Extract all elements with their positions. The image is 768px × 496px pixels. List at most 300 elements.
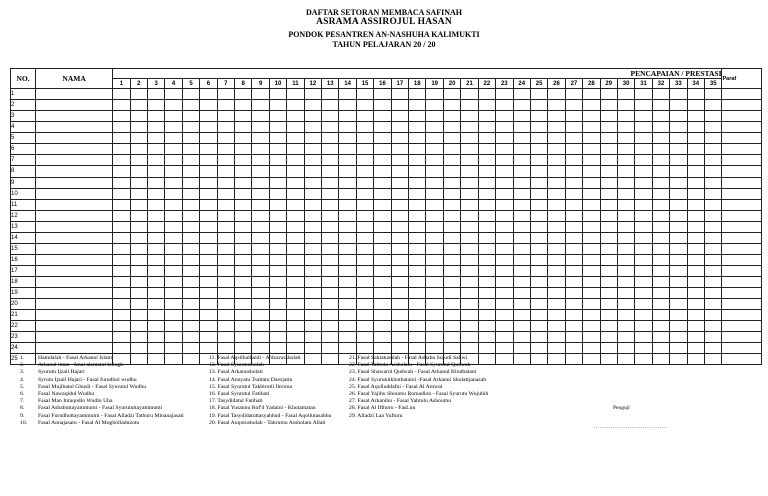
achievement-cell[interactable]: [530, 100, 547, 111]
achievement-cell[interactable]: [704, 188, 722, 199]
achievement-cell[interactable]: [304, 155, 321, 166]
achievement-cell[interactable]: [461, 342, 478, 353]
achievement-cell[interactable]: [670, 89, 687, 100]
achievement-cell[interactable]: [617, 265, 634, 276]
achievement-cell[interactable]: [147, 144, 164, 155]
achievement-cell[interactable]: [182, 353, 199, 364]
achievement-cell[interactable]: [635, 144, 652, 155]
achievement-cell[interactable]: [356, 243, 373, 254]
achievement-cell[interactable]: [269, 100, 286, 111]
achievement-cell[interactable]: [409, 265, 426, 276]
achievement-cell[interactable]: [687, 331, 704, 342]
achievement-cell[interactable]: [704, 232, 722, 243]
achievement-cell[interactable]: [704, 276, 722, 287]
achievement-cell[interactable]: [252, 331, 269, 342]
achievement-cell[interactable]: [287, 342, 304, 353]
achievement-cell[interactable]: [217, 199, 234, 210]
achievement-cell[interactable]: [235, 265, 252, 276]
achievement-cell[interactable]: [235, 122, 252, 133]
achievement-cell[interactable]: [635, 100, 652, 111]
achievement-cell[interactable]: [461, 210, 478, 221]
achievement-cell[interactable]: [583, 276, 600, 287]
achievement-cell[interactable]: [617, 287, 634, 298]
achievement-cell[interactable]: [130, 155, 147, 166]
achievement-cell[interactable]: [478, 133, 495, 144]
achievement-cell[interactable]: [391, 276, 408, 287]
achievement-cell[interactable]: [147, 210, 164, 221]
achievement-cell[interactable]: [513, 320, 530, 331]
achievement-cell[interactable]: [687, 144, 704, 155]
achievement-cell[interactable]: [252, 133, 269, 144]
paraf-cell[interactable]: [722, 133, 762, 144]
achievement-cell[interactable]: [339, 210, 356, 221]
achievement-cell[interactable]: [513, 342, 530, 353]
achievement-cell[interactable]: [147, 89, 164, 100]
achievement-cell[interactable]: [165, 287, 182, 298]
achievement-cell[interactable]: [583, 144, 600, 155]
achievement-cell[interactable]: [374, 221, 391, 232]
achievement-cell[interactable]: [443, 89, 460, 100]
achievement-cell[interactable]: [182, 276, 199, 287]
achievement-cell[interactable]: [530, 287, 547, 298]
achievement-cell[interactable]: [652, 298, 669, 309]
paraf-cell[interactable]: [722, 111, 762, 122]
achievement-cell[interactable]: [287, 287, 304, 298]
achievement-cell[interactable]: [635, 298, 652, 309]
achievement-cell[interactable]: [235, 276, 252, 287]
achievement-cell[interactable]: [478, 144, 495, 155]
achievement-cell[interactable]: [478, 232, 495, 243]
achievement-cell[interactable]: [670, 342, 687, 353]
achievement-cell[interactable]: [130, 100, 147, 111]
achievement-cell[interactable]: [409, 309, 426, 320]
achievement-cell[interactable]: [565, 254, 582, 265]
achievement-cell[interactable]: [496, 155, 513, 166]
achievement-cell[interactable]: [496, 210, 513, 221]
achievement-cell[interactable]: [548, 188, 565, 199]
achievement-cell[interactable]: [461, 100, 478, 111]
achievement-cell[interactable]: [513, 331, 530, 342]
achievement-cell[interactable]: [235, 155, 252, 166]
achievement-cell[interactable]: [269, 166, 286, 177]
achievement-cell[interactable]: [565, 188, 582, 199]
achievement-cell[interactable]: [339, 243, 356, 254]
achievement-cell[interactable]: [461, 331, 478, 342]
achievement-cell[interactable]: [147, 111, 164, 122]
achievement-cell[interactable]: [548, 232, 565, 243]
achievement-cell[interactable]: [287, 122, 304, 133]
achievement-cell[interactable]: [339, 177, 356, 188]
achievement-cell[interactable]: [130, 166, 147, 177]
achievement-cell[interactable]: [687, 221, 704, 232]
achievement-cell[interactable]: [113, 210, 130, 221]
achievement-cell[interactable]: [217, 221, 234, 232]
achievement-cell[interactable]: [600, 188, 617, 199]
achievement-cell[interactable]: [583, 232, 600, 243]
achievement-cell[interactable]: [670, 100, 687, 111]
achievement-cell[interactable]: [287, 210, 304, 221]
achievement-cell[interactable]: [304, 133, 321, 144]
achievement-cell[interactable]: [113, 287, 130, 298]
achievement-cell[interactable]: [304, 221, 321, 232]
achievement-cell[interactable]: [565, 144, 582, 155]
achievement-cell[interactable]: [600, 309, 617, 320]
achievement-cell[interactable]: [617, 155, 634, 166]
achievement-cell[interactable]: [617, 320, 634, 331]
achievement-cell[interactable]: [443, 276, 460, 287]
achievement-cell[interactable]: [217, 111, 234, 122]
achievement-cell[interactable]: [548, 276, 565, 287]
achievement-cell[interactable]: [374, 243, 391, 254]
achievement-cell[interactable]: [704, 342, 722, 353]
achievement-cell[interactable]: [322, 221, 339, 232]
achievement-cell[interactable]: [322, 199, 339, 210]
achievement-cell[interactable]: [478, 188, 495, 199]
achievement-cell[interactable]: [530, 254, 547, 265]
achievement-cell[interactable]: [252, 342, 269, 353]
achievement-cell[interactable]: [548, 122, 565, 133]
achievement-cell[interactable]: [617, 298, 634, 309]
achievement-cell[interactable]: [252, 210, 269, 221]
name-cell[interactable]: [36, 188, 113, 199]
achievement-cell[interactable]: [113, 188, 130, 199]
name-cell[interactable]: [36, 232, 113, 243]
achievement-cell[interactable]: [635, 155, 652, 166]
achievement-cell[interactable]: [269, 331, 286, 342]
achievement-cell[interactable]: [600, 122, 617, 133]
achievement-cell[interactable]: [652, 320, 669, 331]
achievement-cell[interactable]: [217, 309, 234, 320]
achievement-cell[interactable]: [496, 331, 513, 342]
achievement-cell[interactable]: [287, 276, 304, 287]
paraf-cell[interactable]: [722, 353, 762, 364]
achievement-cell[interactable]: [391, 210, 408, 221]
achievement-cell[interactable]: [635, 342, 652, 353]
achievement-cell[interactable]: [670, 188, 687, 199]
achievement-cell[interactable]: [426, 342, 443, 353]
achievement-cell[interactable]: [461, 89, 478, 100]
achievement-cell[interactable]: [113, 111, 130, 122]
achievement-cell[interactable]: [200, 254, 217, 265]
achievement-cell[interactable]: [426, 320, 443, 331]
achievement-cell[interactable]: [287, 243, 304, 254]
achievement-cell[interactable]: [652, 287, 669, 298]
achievement-cell[interactable]: [304, 298, 321, 309]
achievement-cell[interactable]: [443, 188, 460, 199]
achievement-cell[interactable]: [461, 243, 478, 254]
achievement-cell[interactable]: [130, 188, 147, 199]
achievement-cell[interactable]: [322, 188, 339, 199]
achievement-cell[interactable]: [530, 166, 547, 177]
achievement-cell[interactable]: [548, 298, 565, 309]
achievement-cell[interactable]: [391, 155, 408, 166]
achievement-cell[interactable]: [530, 188, 547, 199]
achievement-cell[interactable]: [652, 342, 669, 353]
achievement-cell[interactable]: [182, 188, 199, 199]
achievement-cell[interactable]: [304, 144, 321, 155]
achievement-cell[interactable]: [478, 254, 495, 265]
achievement-cell[interactable]: [704, 89, 722, 100]
achievement-cell[interactable]: [391, 144, 408, 155]
achievement-cell[interactable]: [269, 122, 286, 133]
achievement-cell[interactable]: [461, 111, 478, 122]
achievement-cell[interactable]: [374, 320, 391, 331]
achievement-cell[interactable]: [635, 89, 652, 100]
achievement-cell[interactable]: [269, 89, 286, 100]
achievement-cell[interactable]: [374, 342, 391, 353]
achievement-cell[interactable]: [235, 287, 252, 298]
achievement-cell[interactable]: [443, 254, 460, 265]
achievement-cell[interactable]: [426, 100, 443, 111]
achievement-cell[interactable]: [165, 166, 182, 177]
achievement-cell[interactable]: [652, 254, 669, 265]
achievement-cell[interactable]: [704, 287, 722, 298]
achievement-cell[interactable]: [322, 122, 339, 133]
achievement-cell[interactable]: [443, 177, 460, 188]
achievement-cell[interactable]: [443, 298, 460, 309]
achievement-cell[interactable]: [113, 177, 130, 188]
achievement-cell[interactable]: [652, 166, 669, 177]
achievement-cell[interactable]: [583, 199, 600, 210]
paraf-cell[interactable]: [722, 166, 762, 177]
achievement-cell[interactable]: [322, 276, 339, 287]
achievement-cell[interactable]: [496, 166, 513, 177]
achievement-cell[interactable]: [513, 353, 530, 364]
achievement-cell[interactable]: [513, 100, 530, 111]
achievement-cell[interactable]: [269, 276, 286, 287]
achievement-cell[interactable]: [687, 243, 704, 254]
achievement-cell[interactable]: [704, 111, 722, 122]
achievement-cell[interactable]: [478, 100, 495, 111]
achievement-cell[interactable]: [443, 265, 460, 276]
achievement-cell[interactable]: [600, 265, 617, 276]
achievement-cell[interactable]: [130, 210, 147, 221]
achievement-cell[interactable]: [165, 254, 182, 265]
achievement-cell[interactable]: [165, 298, 182, 309]
achievement-cell[interactable]: [165, 221, 182, 232]
achievement-cell[interactable]: [530, 177, 547, 188]
achievement-cell[interactable]: [687, 353, 704, 364]
achievement-cell[interactable]: [287, 309, 304, 320]
achievement-cell[interactable]: [165, 320, 182, 331]
achievement-cell[interactable]: [217, 89, 234, 100]
achievement-cell[interactable]: [356, 188, 373, 199]
achievement-cell[interactable]: [600, 342, 617, 353]
achievement-cell[interactable]: [322, 331, 339, 342]
achievement-cell[interactable]: [617, 166, 634, 177]
achievement-cell[interactable]: [304, 342, 321, 353]
achievement-cell[interactable]: [200, 89, 217, 100]
achievement-cell[interactable]: [252, 155, 269, 166]
achievement-cell[interactable]: [200, 210, 217, 221]
name-cell[interactable]: [36, 210, 113, 221]
name-cell[interactable]: [36, 111, 113, 122]
achievement-cell[interactable]: [461, 276, 478, 287]
achievement-cell[interactable]: [356, 309, 373, 320]
achievement-cell[interactable]: [600, 144, 617, 155]
achievement-cell[interactable]: [652, 221, 669, 232]
achievement-cell[interactable]: [652, 353, 669, 364]
achievement-cell[interactable]: [426, 111, 443, 122]
achievement-cell[interactable]: [670, 320, 687, 331]
achievement-cell[interactable]: [565, 166, 582, 177]
achievement-cell[interactable]: [409, 232, 426, 243]
achievement-cell[interactable]: [583, 320, 600, 331]
achievement-cell[interactable]: [600, 221, 617, 232]
achievement-cell[interactable]: [235, 100, 252, 111]
achievement-cell[interactable]: [147, 265, 164, 276]
achievement-cell[interactable]: [147, 188, 164, 199]
name-cell[interactable]: [36, 331, 113, 342]
achievement-cell[interactable]: [617, 309, 634, 320]
paraf-cell[interactable]: [722, 188, 762, 199]
achievement-cell[interactable]: [130, 342, 147, 353]
achievement-cell[interactable]: [496, 320, 513, 331]
achievement-cell[interactable]: [617, 177, 634, 188]
achievement-cell[interactable]: [252, 221, 269, 232]
achievement-cell[interactable]: [200, 144, 217, 155]
achievement-cell[interactable]: [200, 221, 217, 232]
achievement-cell[interactable]: [600, 177, 617, 188]
achievement-cell[interactable]: [652, 177, 669, 188]
achievement-cell[interactable]: [356, 177, 373, 188]
achievement-cell[interactable]: [200, 287, 217, 298]
paraf-cell[interactable]: [722, 232, 762, 243]
achievement-cell[interactable]: [478, 111, 495, 122]
paraf-cell[interactable]: [722, 320, 762, 331]
paraf-cell[interactable]: [722, 276, 762, 287]
achievement-cell[interactable]: [565, 265, 582, 276]
achievement-cell[interactable]: [600, 320, 617, 331]
achievement-cell[interactable]: [461, 298, 478, 309]
achievement-cell[interactable]: [182, 331, 199, 342]
achievement-cell[interactable]: [513, 210, 530, 221]
achievement-cell[interactable]: [583, 155, 600, 166]
achievement-cell[interactable]: [409, 89, 426, 100]
achievement-cell[interactable]: [548, 210, 565, 221]
achievement-cell[interactable]: [496, 122, 513, 133]
achievement-cell[interactable]: [339, 144, 356, 155]
achievement-cell[interactable]: [130, 199, 147, 210]
achievement-cell[interactable]: [583, 221, 600, 232]
achievement-cell[interactable]: [304, 210, 321, 221]
name-cell[interactable]: [36, 276, 113, 287]
achievement-cell[interactable]: [374, 166, 391, 177]
achievement-cell[interactable]: [217, 210, 234, 221]
achievement-cell[interactable]: [356, 298, 373, 309]
achievement-cell[interactable]: [635, 265, 652, 276]
achievement-cell[interactable]: [374, 155, 391, 166]
achievement-cell[interactable]: [600, 210, 617, 221]
achievement-cell[interactable]: [461, 320, 478, 331]
achievement-cell[interactable]: [130, 144, 147, 155]
achievement-cell[interactable]: [635, 111, 652, 122]
achievement-cell[interactable]: [409, 331, 426, 342]
achievement-cell[interactable]: [687, 166, 704, 177]
achievement-cell[interactable]: [670, 232, 687, 243]
achievement-cell[interactable]: [496, 243, 513, 254]
achievement-cell[interactable]: [217, 144, 234, 155]
achievement-cell[interactable]: [496, 89, 513, 100]
achievement-cell[interactable]: [322, 243, 339, 254]
achievement-cell[interactable]: [130, 243, 147, 254]
achievement-cell[interactable]: [130, 177, 147, 188]
achievement-cell[interactable]: [287, 188, 304, 199]
achievement-cell[interactable]: [113, 265, 130, 276]
achievement-cell[interactable]: [496, 309, 513, 320]
achievement-cell[interactable]: [113, 144, 130, 155]
achievement-cell[interactable]: [374, 232, 391, 243]
achievement-cell[interactable]: [391, 287, 408, 298]
achievement-cell[interactable]: [443, 232, 460, 243]
achievement-cell[interactable]: [635, 166, 652, 177]
achievement-cell[interactable]: [339, 276, 356, 287]
achievement-cell[interactable]: [461, 144, 478, 155]
achievement-cell[interactable]: [670, 133, 687, 144]
achievement-cell[interactable]: [600, 353, 617, 364]
achievement-cell[interactable]: [304, 320, 321, 331]
achievement-cell[interactable]: [339, 254, 356, 265]
achievement-cell[interactable]: [182, 177, 199, 188]
achievement-cell[interactable]: [339, 133, 356, 144]
achievement-cell[interactable]: [304, 287, 321, 298]
achievement-cell[interactable]: [565, 210, 582, 221]
achievement-cell[interactable]: [548, 309, 565, 320]
achievement-cell[interactable]: [687, 155, 704, 166]
achievement-cell[interactable]: [513, 199, 530, 210]
achievement-cell[interactable]: [409, 342, 426, 353]
achievement-cell[interactable]: [182, 243, 199, 254]
achievement-cell[interactable]: [391, 265, 408, 276]
achievement-cell[interactable]: [217, 232, 234, 243]
achievement-cell[interactable]: [147, 133, 164, 144]
achievement-cell[interactable]: [235, 177, 252, 188]
achievement-cell[interactable]: [565, 331, 582, 342]
achievement-cell[interactable]: [409, 276, 426, 287]
achievement-cell[interactable]: [113, 133, 130, 144]
achievement-cell[interactable]: [530, 309, 547, 320]
achievement-cell[interactable]: [652, 144, 669, 155]
achievement-cell[interactable]: [583, 287, 600, 298]
achievement-cell[interactable]: [165, 210, 182, 221]
achievement-cell[interactable]: [513, 287, 530, 298]
achievement-cell[interactable]: [113, 166, 130, 177]
achievement-cell[interactable]: [217, 331, 234, 342]
achievement-cell[interactable]: [426, 188, 443, 199]
achievement-cell[interactable]: [287, 265, 304, 276]
achievement-cell[interactable]: [182, 342, 199, 353]
achievement-cell[interactable]: [600, 276, 617, 287]
achievement-cell[interactable]: [391, 177, 408, 188]
achievement-cell[interactable]: [235, 221, 252, 232]
achievement-cell[interactable]: [200, 133, 217, 144]
achievement-cell[interactable]: [252, 276, 269, 287]
achievement-cell[interactable]: [652, 111, 669, 122]
achievement-cell[interactable]: [356, 287, 373, 298]
achievement-cell[interactable]: [304, 166, 321, 177]
achievement-cell[interactable]: [165, 133, 182, 144]
achievement-cell[interactable]: [339, 155, 356, 166]
achievement-cell[interactable]: [130, 265, 147, 276]
achievement-cell[interactable]: [583, 100, 600, 111]
achievement-cell[interactable]: [147, 298, 164, 309]
achievement-cell[interactable]: [461, 177, 478, 188]
achievement-cell[interactable]: [496, 276, 513, 287]
achievement-cell[interactable]: [670, 122, 687, 133]
achievement-cell[interactable]: [165, 199, 182, 210]
achievement-cell[interactable]: [235, 243, 252, 254]
achievement-cell[interactable]: [461, 199, 478, 210]
